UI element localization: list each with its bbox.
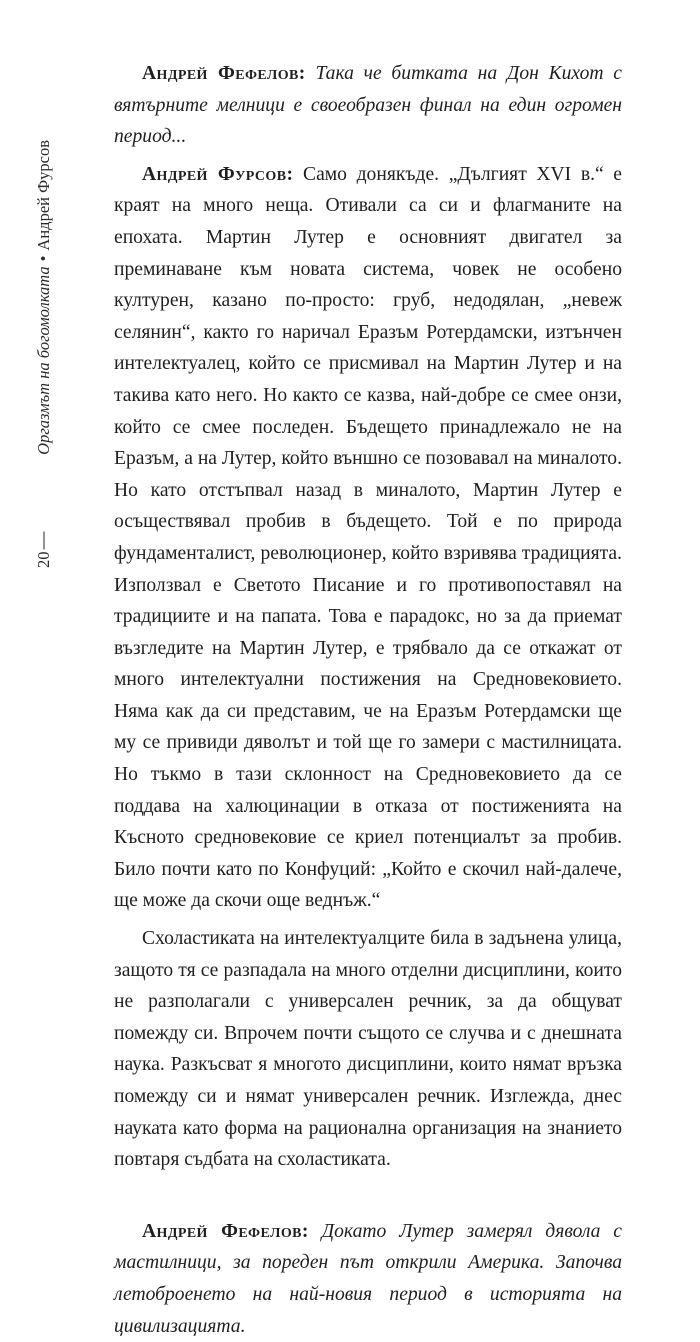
- paragraph-fursov-1: [114, 159, 622, 917]
- speaker-name: Андрей Фефелов:: [142, 1220, 309, 1242]
- page-number: 20: [34, 551, 53, 568]
- paragraph-text: Така че битката на Дон Кихот с вятърните мелници е своеобразен финал на един огромен период...: [114, 63, 622, 148]
- paragraph-text: Схоластиката на интелектуалците била в задънена улица, защото тя се разпадала на много отделни дисциплини, които не разполагали с универсален речник, за да общуват помежду си. Впрочем почти същото се случва и с днешната наука. Разкъсват я многото дисциплини, които нямат връзка помежду си и нямат универсален речник. Изглежда, днес науката като форма на рационална организация на знанието повтаря съдбата на схоластиката.: [114, 928, 622, 1171]
- running-head-book-title: Оргазмът на богомолката: [34, 266, 53, 455]
- page-number-block: [32, 520, 56, 568]
- page-number-rule: [44, 532, 45, 550]
- running-head: [32, 140, 56, 540]
- body-text: [114, 58, 622, 1342]
- paragraph-fursov-2: [114, 923, 622, 1176]
- paragraph-text: Докато Лутер замерял дявола с мастилници, за пореден път открили Америка. Започва летоброенето на най-новия период в историята на цивилизацията.: [114, 1220, 622, 1337]
- paragraph-fefelov-2: [114, 1216, 622, 1342]
- speaker-name: Андрей Фефелов:: [142, 63, 306, 84]
- paragraph-text: Само донякъде. „Дългият XVI в.“ е краят на много неща. Отивали са си и флагманите на епохата. Мартин Лутер е основният двигател за преминаване към новата система, човек не особено културен, казано по-просто: груб, недодялан, „невеж селянин“, както го наричал Еразъм Ротердамски, изтънчен интелектуалец, който се присмивал на Мартин Лутер и на такива като него. Но както се казва, най-добре се смее онзи, който се смее последен. Бъдещето принадлежало не на Еразъм, а на Лутер, който външно се позовавал на миналото. Но като отстъпвал назад в миналото, Мартин Лутер е осъществявал пробив в бъдещето. Той е по природа фундаменталист, революционер, който взривява традицията. Използвал е Светото Писание и го противопоставял на традициите и на папата. Това е парадокс, но за да приемат възгледите на Мартин Лутер, е трябвало да се откажат от много интелектуални постижения на Средновековието. Няма как да си представим, че на Еразъм Ротердамски ще му се привиди дяволът и той ще го замери с мастилницата. Но тъкмо в тази склонност на Средновековието да се поддава на халюцинации в отказа от постиженията на Късното средновековие се криел потенциалът за пробив. Било почти като по Конфуций: „Който е скочил най-далече, ще може да скочи още веднъж.“: [114, 163, 622, 912]
- running-head-separator: •: [34, 255, 53, 262]
- paragraph-fefelov-1: [114, 58, 622, 153]
- speaker-name: Андрей Фурсов:: [142, 163, 294, 185]
- running-head-author: Андрей Фурсов: [34, 140, 53, 251]
